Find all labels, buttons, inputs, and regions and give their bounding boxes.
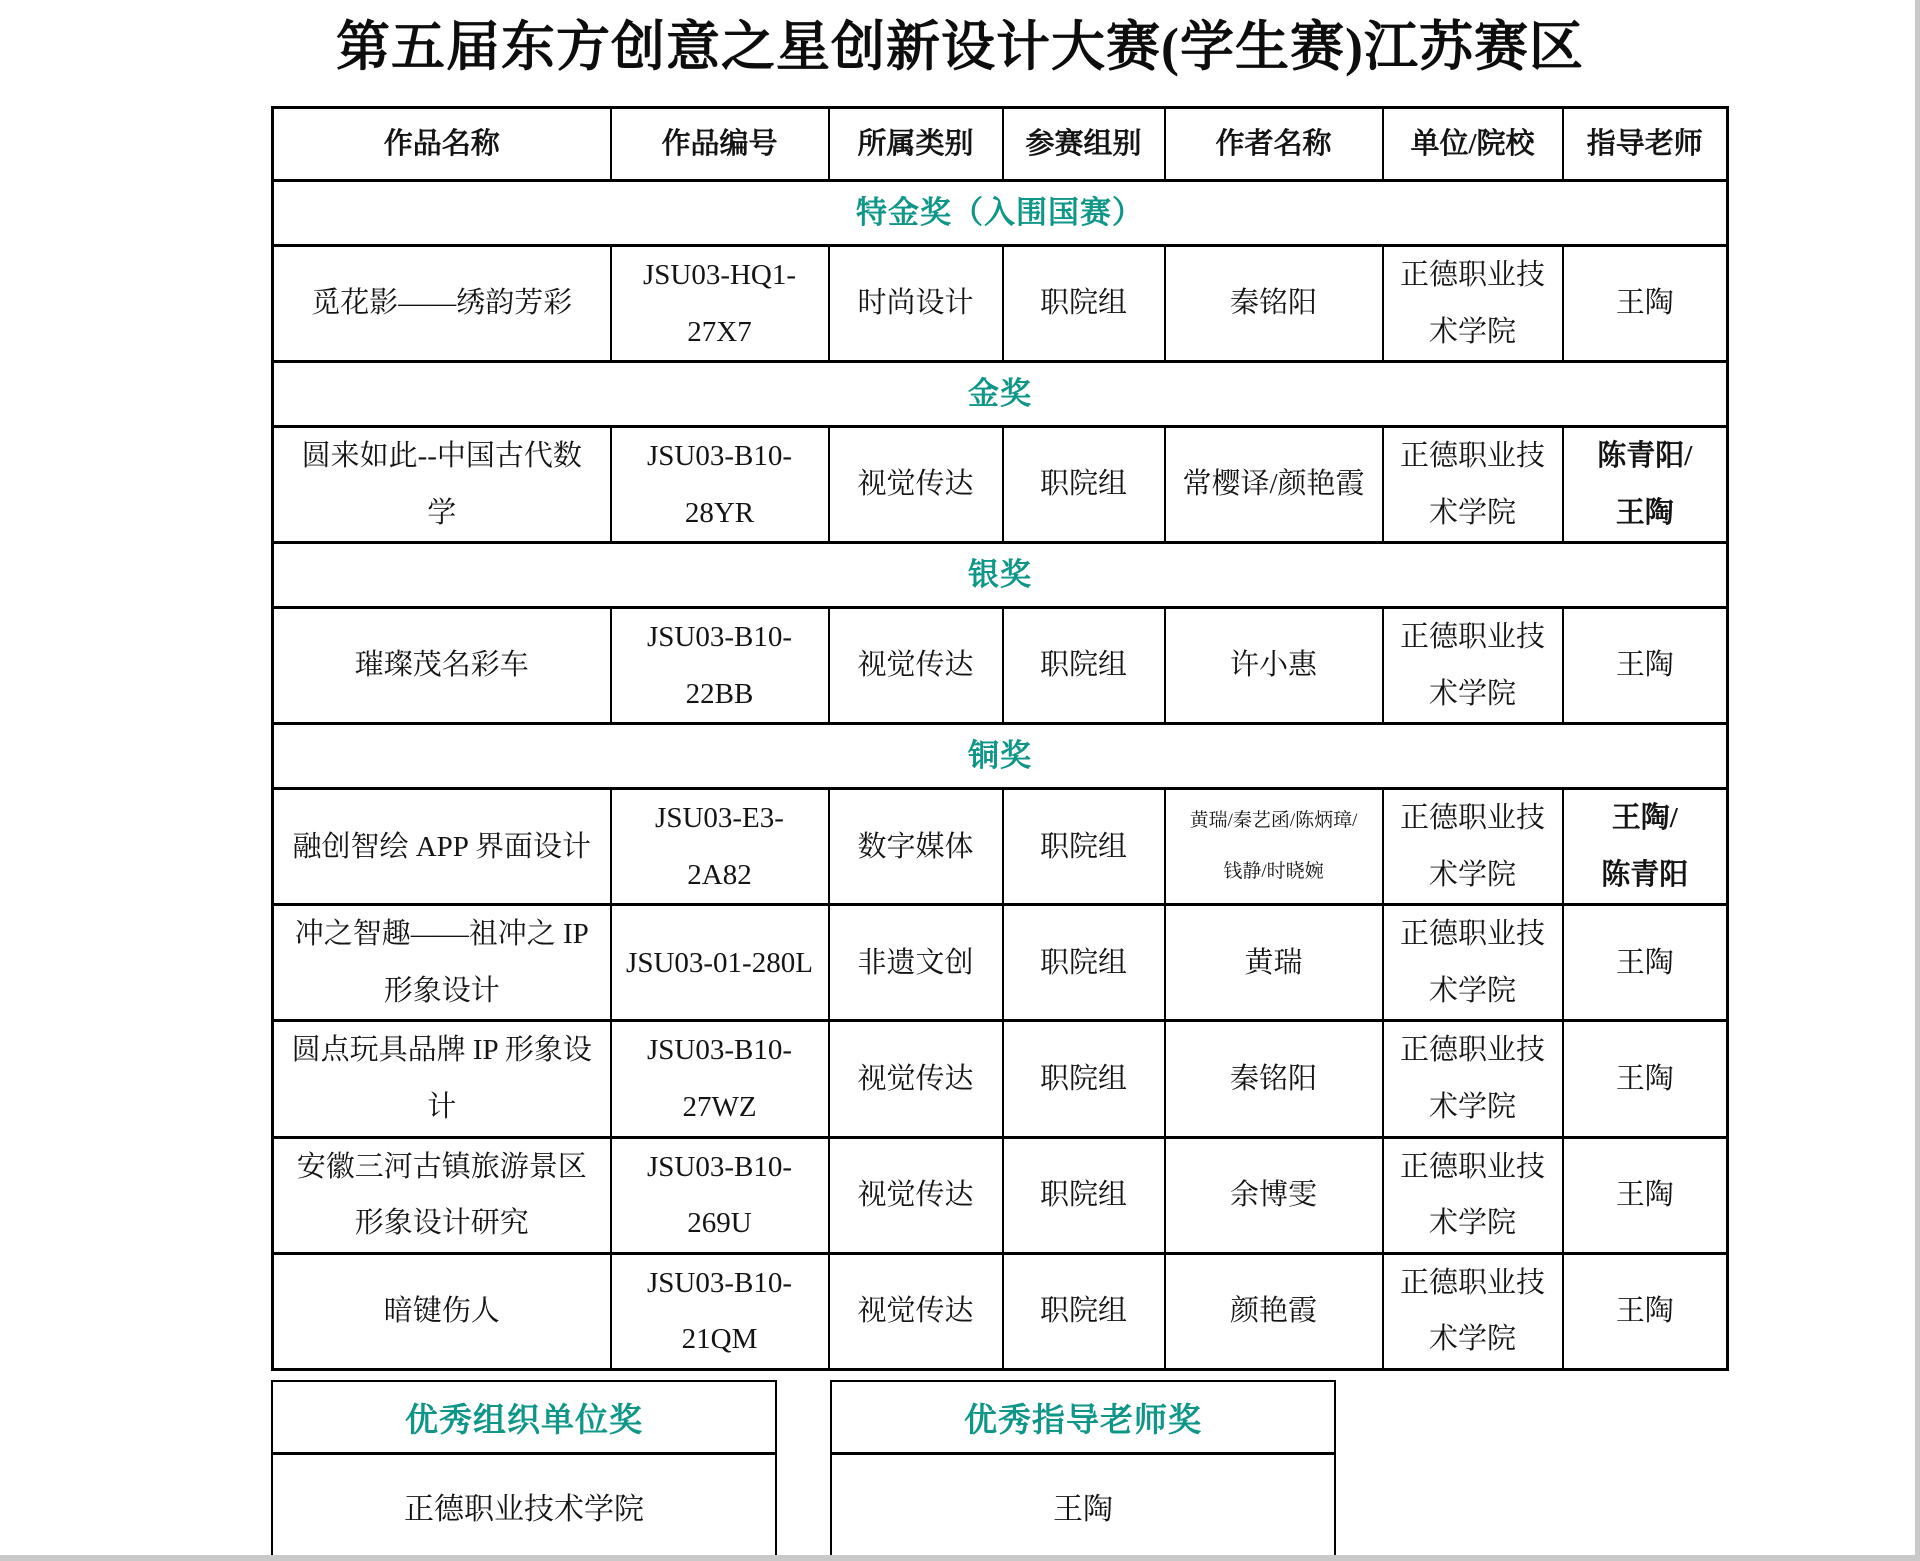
- authors-cell: 黄瑞/秦艺函/陈炳璋/钱静/时晓婉: [1165, 789, 1383, 905]
- category-cell: 时尚设计: [829, 246, 1003, 362]
- table-row: [273, 1137, 1728, 1253]
- work-code-cell: JSU03-B10-27WZ: [611, 1021, 829, 1137]
- work-name-cell: 圆来如此--中国古代数学: [273, 427, 611, 543]
- teacher-award-value: 王陶: [831, 1454, 1335, 1559]
- group-cell: 职院组: [1003, 246, 1165, 362]
- category-cell: 非遗文创: [829, 905, 1003, 1021]
- org-award-title: 优秀组织单位奖: [272, 1381, 776, 1454]
- award-section-row: [273, 362, 1728, 427]
- authors-cell: 秦铭阳: [1165, 1021, 1383, 1137]
- column-header-school: 单位/院校: [1383, 108, 1563, 181]
- page-edge-bottom: [0, 1555, 1920, 1561]
- group-cell: 职院组: [1003, 1137, 1165, 1253]
- table-row: [273, 1021, 1728, 1137]
- column-header-category: 所属类别: [829, 108, 1003, 181]
- table-row: [273, 246, 1728, 362]
- teacher-cell: 王陶: [1563, 1021, 1728, 1137]
- work-code-cell: JSU03-B10-269U: [611, 1137, 829, 1253]
- category-cell: 视觉传达: [829, 608, 1003, 724]
- work-name-cell: 暗键伤人: [273, 1253, 611, 1369]
- award-section-label: 银奖: [273, 543, 1728, 608]
- group-cell: 职院组: [1003, 789, 1165, 905]
- work-name-cell: 安徽三河古镇旅游景区形象设计研究: [273, 1137, 611, 1253]
- column-header-work-code: 作品编号: [611, 108, 829, 181]
- authors-cell: 黄瑞: [1165, 905, 1383, 1021]
- column-header-authors: 作者名称: [1165, 108, 1383, 181]
- authors-cell: 余博雯: [1165, 1137, 1383, 1253]
- org-award-table: [271, 1380, 777, 1559]
- category-cell: 视觉传达: [829, 1137, 1003, 1253]
- category-cell: 视觉传达: [829, 427, 1003, 543]
- teacher-cell: 陈青阳/王陶: [1563, 427, 1728, 543]
- group-cell: 职院组: [1003, 427, 1165, 543]
- authors-cell: 许小惠: [1165, 608, 1383, 724]
- results-table-body: [273, 181, 1728, 1370]
- award-section-label: 铜奖: [273, 724, 1728, 789]
- category-cell: 视觉传达: [829, 1253, 1003, 1369]
- column-header-work-name: 作品名称: [273, 108, 611, 181]
- org-award-value: 正德职业技术学院: [272, 1454, 776, 1559]
- table-header-row: [273, 108, 1728, 181]
- table-row: [273, 608, 1728, 724]
- page-edge-right: [1915, 0, 1920, 1561]
- school-cell: 正德职业技术学院: [1383, 1137, 1563, 1253]
- group-cell: 职院组: [1003, 905, 1165, 1021]
- work-code-cell: JSU03-HQ1-27X7: [611, 246, 829, 362]
- authors-cell: 秦铭阳: [1165, 246, 1383, 362]
- table-row: [273, 905, 1728, 1021]
- work-name-cell: 圆点玩具品牌 IP 形象设计: [273, 1021, 611, 1137]
- teacher-cell: 王陶: [1563, 1137, 1728, 1253]
- award-section-row: [273, 181, 1728, 246]
- teacher-cell: 王陶: [1563, 905, 1728, 1021]
- work-code-cell: JSU03-B10-22BB: [611, 608, 829, 724]
- school-cell: 正德职业技术学院: [1383, 427, 1563, 543]
- group-cell: 职院组: [1003, 1021, 1165, 1137]
- school-cell: 正德职业技术学院: [1383, 905, 1563, 1021]
- column-header-teacher: 指导老师: [1563, 108, 1728, 181]
- table-row: [273, 1253, 1728, 1369]
- award-section-label: 特金奖（入围国赛）: [273, 181, 1728, 246]
- teacher-cell: 王陶: [1563, 608, 1728, 724]
- award-section-label: 金奖: [273, 362, 1728, 427]
- authors-cell: 常樱译/颜艳霞: [1165, 427, 1383, 543]
- award-section-row: [273, 543, 1728, 608]
- work-code-cell: JSU03-B10-21QM: [611, 1253, 829, 1369]
- work-name-cell: 冲之智趣——祖冲之 IP 形象设计: [273, 905, 611, 1021]
- group-cell: 职院组: [1003, 608, 1165, 724]
- column-header-group: 参赛组别: [1003, 108, 1165, 181]
- teacher-cell: 王陶: [1563, 246, 1728, 362]
- group-cell: 职院组: [1003, 1253, 1165, 1369]
- table-row: [273, 789, 1728, 905]
- school-cell: 正德职业技术学院: [1383, 1021, 1563, 1137]
- authors-cell: 颜艳霞: [1165, 1253, 1383, 1369]
- category-cell: 数字媒体: [829, 789, 1003, 905]
- teacher-award-table: [830, 1380, 1336, 1559]
- work-code-cell: JSU03-E3-2A82: [611, 789, 829, 905]
- teacher-cell: 王陶/陈青阳: [1563, 789, 1728, 905]
- category-cell: 视觉传达: [829, 1021, 1003, 1137]
- work-name-cell: 觅花影——绣韵芳彩: [273, 246, 611, 362]
- page-title: 第五届东方创意之星创新设计大赛(学生赛)江苏赛区: [336, 17, 1584, 77]
- work-name-cell: 璀璨茂名彩车: [273, 608, 611, 724]
- teacher-cell: 王陶: [1563, 1253, 1728, 1369]
- work-code-cell: JSU03-01-280L: [611, 905, 829, 1021]
- school-cell: 正德职业技术学院: [1383, 246, 1563, 362]
- award-section-row: [273, 724, 1728, 789]
- teacher-award-title: 优秀指导老师奖: [831, 1381, 1335, 1454]
- school-cell: 正德职业技术学院: [1383, 1253, 1563, 1369]
- results-table: [271, 106, 1729, 1371]
- work-name-cell: 融创智绘 APP 界面设计: [273, 789, 611, 905]
- table-row: [273, 427, 1728, 543]
- school-cell: 正德职业技术学院: [1383, 608, 1563, 724]
- school-cell: 正德职业技术学院: [1383, 789, 1563, 905]
- work-code-cell: JSU03-B10-28YR: [611, 427, 829, 543]
